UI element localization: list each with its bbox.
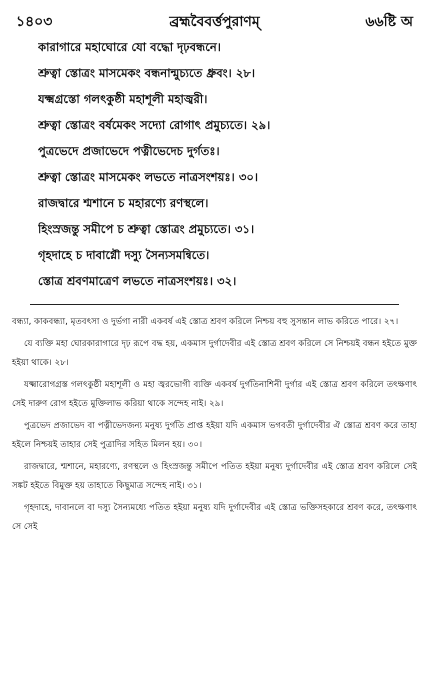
bengali-commentary <box>12 313 417 537</box>
commentary-paragraph: বন্ধ্যা, কাকবন্ধ্যা, মৃতবৎসা ও দুর্ভগা নারী একবর্ষ এই স্তোত্র শ্রবণ করিলে নিশ্চয় বহু সুসন্তান লাভ করিতে পারে। ২৭। <box>12 317 399 327</box>
commentary-paragraph: গৃহদাহে, দাবানলে বা দস্যু সৈন্যমধ্যে পতিত হইয়া মনুষ্য যদি দুর্গাদেবীর এই স্তোত্র ভক্তিসহকারে শ্রবণ করে, তৎক্ষণাৎ সে সেই <box>12 503 417 532</box>
verse-line: গৃহদাহে চ দাবাগ্নৌ দস্যু সৈন্যসমন্বিতে। <box>38 248 210 262</box>
chapter-label: ৬৬ষ্টি অ <box>365 14 413 30</box>
verse-line: পুত্রভেদে প্রজাভেদে পত্নীভেদেচ দুর্গতঃ। <box>38 144 220 158</box>
verse-line: রাজদ্বারে শ্মশানে চ মহারণ্যে রণস্থলে। <box>38 196 209 210</box>
verse-line: কারাগারে মহাঘোরে যো বদ্ধো দৃঢ়বন্ধনে। <box>38 40 221 54</box>
page-header <box>12 8 417 34</box>
sanskrit-verses <box>12 34 417 294</box>
verse-line: শ্রুত্বা স্তোত্রং মাসমেকং বন্ধনান্মুচ্যতে ধ্রুবং। ২৮। <box>38 66 256 80</box>
verse-line: শ্রুত্বা স্তোত্রং বর্ষমেকং সদ্যো রোগাৎ প্রমুচ্যতে। ২৯। <box>38 118 271 132</box>
verse-line: যক্ষ্মগ্রস্তো গলৎকুষ্ঠী মহাশূলী মহাজ্বরী। <box>38 92 208 106</box>
verse-line: হিংস্রজন্তু সমীপে চ শ্রুত্বা স্তোত্রং প্রমুচ্যতে। ৩১। <box>38 222 255 236</box>
verse-line: শ্রুত্বা স্তোত্রং মাসমেকং লভতে নাত্রসংশয়ঃ। ৩০। <box>38 170 259 184</box>
book-title: ব্রহ্মবৈবর্ত্তপুরাণম্ <box>169 14 260 30</box>
verse-line: স্তোত্র শ্রবণমাত্রেণ লভতে নাত্রসংশয়ঃ। ৩২। <box>38 274 237 288</box>
commentary-paragraph: যক্ষ্মারোগগ্রস্ত গলৎকুষ্ঠী মহাশূলী ও মহা জ্বরভোগী ব্যক্তি একবর্ষ দুর্গতিনাশিনী দুর্গার এই স্তোত্র শ্রবণ করিলে তৎক্ষণাৎ সেই দারুণ রোগ হইতে মুক্তিলাভ করিয়া থাকে সন্দেহ নাই। ২৯। <box>12 380 417 409</box>
commentary-paragraph: যে ব্যক্তি মহা ঘোরকারাগারে দৃঢ় রূপে বদ্ধ হয়, একমাস দুর্গাদেবীর এই স্তোত্র শ্রবণ করিলে সে নিশ্চয়ই বন্ধন হইতে মুক্ত হইয়া থাকে। ২৮। <box>12 339 417 368</box>
commentary-paragraph: পুত্রভেদ প্রজাভেদ বা পত্নীভেদজন্য মনুষ্য দুর্গতি প্রাপ্ত হইয়া যদি একমাস ভগবতী দুর্গাদেবীর ঐ স্তোত্র শ্রবণ করে তাহা হইলে নিশ্চয়ই তাহার সেই পুত্রাদির সহিত মিলন হয়। ৩০। <box>12 421 417 450</box>
page-number: ১৪০৩ <box>16 14 53 30</box>
commentary-paragraph: রাজদ্বারে, শ্মশানে, মহারণ্যে, রণস্থলে ও হিংস্রজন্তু সমীপে পতিত হইয়া মনুষ্য দুর্গাদেবীর এই স্তোত্র শ্রবণ করিলে সেই সঙ্কট হইতে বিমুক্ত হয় তাহাতে কিছুমাত্র সন্দেহ নাই। ৩১। <box>12 462 417 491</box>
section-divider <box>30 304 399 305</box>
